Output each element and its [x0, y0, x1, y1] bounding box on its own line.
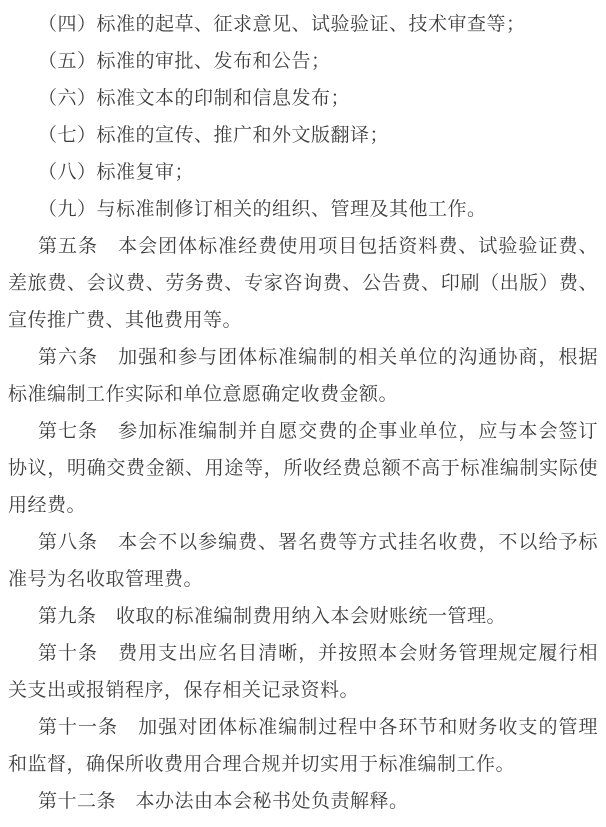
- clause-item-5: （五）标准的审批、发布和公告；: [38, 50, 331, 72]
- article-12: 第十二条 本办法由本会秘书处负责解释。: [38, 790, 409, 812]
- article-8: 第八条 本会不以参编费、署名费等方式挂名收费，不以给予标准号为名收取管理费。: [8, 531, 598, 590]
- article-6: 第六条 加强和参与团体标准编制的相关单位的沟通协商，根据标准编制工作实际和单位意愿确定收费金额。: [8, 346, 598, 405]
- article-5: 第五条 本会团体标准经费使用项目包括资料费、试验验证费、差旅费、会议费、劳务费、专家咨询费、公告费、印刷（出版）费、宣传推广费、其他费用等。: [8, 235, 598, 331]
- clause-item-6: （六）标准文本的印制和信息发布；: [38, 87, 351, 109]
- clause-item-4: （四）标准的起草、征求意见、试验验证、技术审查等；: [38, 13, 526, 35]
- article-9: 第九条 收取的标准编制费用纳入本会财账统一管理。: [38, 605, 507, 627]
- article-11: 第十一条 加强对团体标准编制过程中各环节和财务收支的管理和监督，确保所收费用合理合规并切实用于标准编制工作。: [8, 716, 598, 775]
- clause-item-9: （九）与标准制修订相关的组织、管理及其他工作。: [38, 198, 487, 220]
- article-7: 第七条 参加标准编制并自愿交费的企事业单位，应与本会签订协议，明确交费金额、用途等，所收经费总额不高于标准编制实际使用经费。: [8, 420, 598, 516]
- clause-item-8: （八）标准复审；: [38, 161, 195, 183]
- article-10: 第十条 费用支出应名目清晰，并按照本会财务管理规定履行相关支出或报销程序，保存相关记录资料。: [8, 642, 598, 701]
- clause-item-7: （七）标准的宣传、推广和外文版翻译；: [38, 124, 390, 146]
